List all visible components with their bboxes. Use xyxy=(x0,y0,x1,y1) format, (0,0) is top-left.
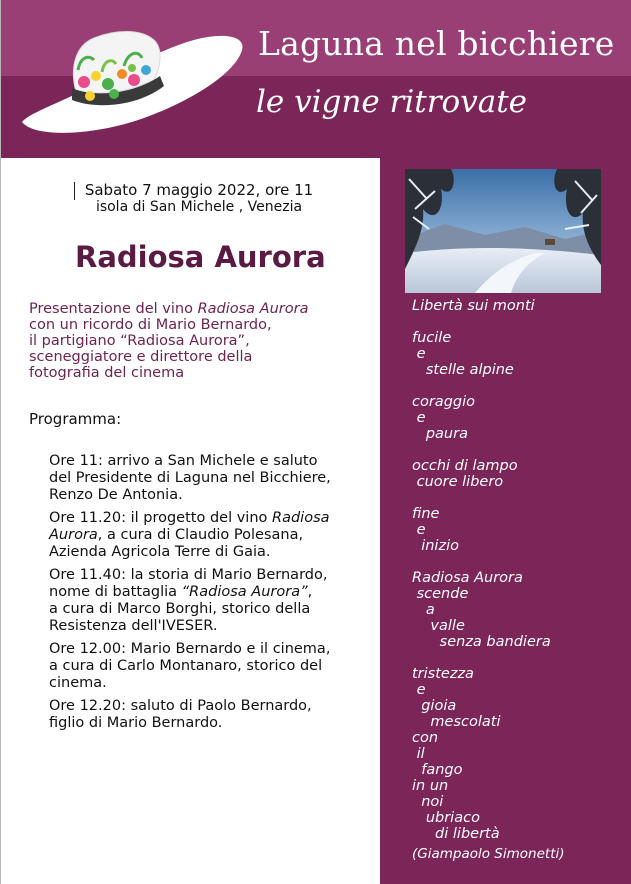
programme-line: Resistenza dell'IVESER. xyxy=(49,618,218,634)
programme-line xyxy=(49,510,374,527)
intro-line: con un ricordo di Mario Bernardo, xyxy=(29,317,272,333)
header-subtitle: le vigne ritrovate xyxy=(256,84,528,120)
intro-paragraph xyxy=(29,301,369,381)
sidebar-column xyxy=(380,158,631,884)
programme-wine-name: Radiosa xyxy=(272,510,330,526)
programme-item xyxy=(49,567,374,635)
programme-battle-name: “Radiosa Aurora” xyxy=(181,584,308,600)
programme-line: Ore 12.20: saluto di Paolo Bernardo, xyxy=(49,698,312,714)
programme-line xyxy=(49,527,374,544)
programme-line: cinema. xyxy=(49,675,107,691)
event-place: isola di San Michele , Venezia xyxy=(95,199,303,215)
programme-line: Renzo De Antonia. xyxy=(49,487,183,503)
programme-item xyxy=(49,453,374,504)
programme-line: a cura di Marco Borghi, storico della xyxy=(49,601,311,617)
poem-author: (Giampaolo Simonetti) xyxy=(412,846,565,862)
programme-item xyxy=(49,510,374,561)
header-title: Laguna nel bicchiere xyxy=(258,24,615,63)
poem-text: Libertà sui monti fucile e stelle alpine coraggio e paura occhi di lampo cuore libero fine e inizio Radiosa Aurora scende a valle senza bandiera tristezza e gioia mescolati con il fango in un noi ubriaco di libertà xyxy=(412,298,551,842)
intro-line: il partigiano “Radiosa Aurora”, xyxy=(29,333,250,349)
programme-item xyxy=(49,641,374,692)
programme-text: nome di battaglia xyxy=(49,584,182,600)
programme-line xyxy=(49,584,374,601)
header-banner xyxy=(0,0,631,158)
intro-line: fotografia del cinema xyxy=(29,365,185,381)
intro-line: sceneggiatore e direttore della xyxy=(29,349,253,365)
programme-line: figlio di Mario Bernardo. xyxy=(49,715,223,731)
programme-text: Ore 11.20: il progetto del vino xyxy=(49,510,272,526)
hat-with-flowers-icon xyxy=(14,10,254,140)
intro-text: Presentazione del vino xyxy=(29,301,198,317)
programme-line: del Presidente di Laguna nel Bicchiere, xyxy=(49,470,331,486)
programme-text: , a cura di Claudio Polesana, xyxy=(97,527,304,543)
programme-line: Ore 11: arrivo a San Michele e saluto xyxy=(49,453,318,469)
programme-line: Ore 12.00: Mario Bernardo e il cinema, xyxy=(49,641,331,657)
snowy-mountain-path-photo xyxy=(405,169,601,293)
programme-label: Programma: xyxy=(29,410,122,428)
programme-line: Azienda Agricola Terre di Gaia. xyxy=(49,544,271,560)
programme-list xyxy=(49,453,374,738)
wine-name: Radiosa Aurora xyxy=(197,301,309,317)
main-column xyxy=(0,158,380,884)
intro-line xyxy=(29,301,369,317)
event-date: Sabato 7 maggio 2022, ore 11 xyxy=(84,181,314,199)
programme-wine-name: Aurora xyxy=(49,527,98,543)
programme-line: Ore 11.40: la storia di Mario Bernardo, xyxy=(49,567,328,583)
programme-line: a cura di Carlo Montanaro, storico del xyxy=(49,658,323,674)
programme-text: , xyxy=(307,584,313,600)
programme-item xyxy=(49,698,374,732)
event-title: Radiosa Aurora xyxy=(75,240,326,274)
